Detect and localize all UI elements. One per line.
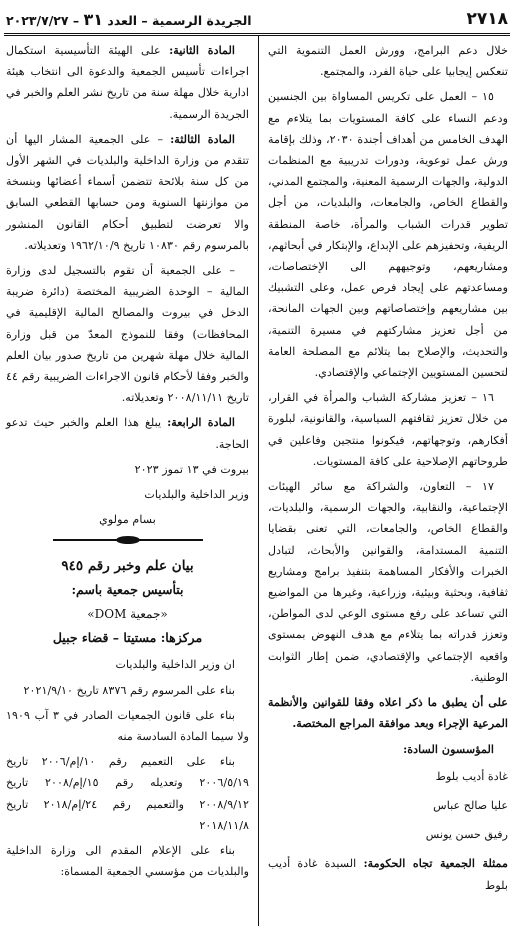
article-4 <box>6 412 249 454</box>
preamble-circulars: بناء على التعميم رقم ١٠/إم/٢٠٠٦ تاريخ ٢٠٠٦/٥/١٩ وتعديله رقم ١٥/إم/٢٠٠٨ تاريخ ٢٠٠٨/٩/١٢ والتعميم رقم ٢٤/إم/٢٠١٨ تاريخ ٢٠١٨/١١/٨ <box>6 755 249 832</box>
founders-list <box>268 766 508 846</box>
preamble-minister: ان وزير الداخلية والبلديات <box>115 658 235 672</box>
notice-title: بيان علم وخبر رقم ٩٤٥ <box>61 558 194 575</box>
representative-name: السيدة غادة أديب بلوط <box>268 857 508 892</box>
article-3-tax-registration: – على الجمعية أن تقوم بالتسجيل لدى وزارة المالية – الوحدة الضريبية المختصة (دائرة ضريبة الدخل في بيروت والمصالح المالية الإقليمية في المحافظات) وفقا للنموذج المعدّ من قبل وزارة المالية خلال مهلة شهرين من تاريخ صدور بيان العلم والخبر وفقا لأحكام قانون الاجراءات الضريبية رقم ٤٤ تاريخ ٢٠٠٨/١١/١١ وتعديلاته. <box>6 264 249 405</box>
founders-label: المؤسسون السادة: <box>403 741 494 756</box>
issue-number: ٣١ <box>83 9 104 29</box>
article-2-text: على الهيئة التأسيسية استكمال اجراءات تأسيس الجمعية والدعوة الى انتخاب هيئة ادارية خلال مهلة سنة من تاريخ نشر العلم والخبر في الجريدة الرسمية. <box>6 44 249 121</box>
page-number: ٢٧١٨ <box>466 9 508 29</box>
notice-subtitle: بتأسيس جمعية باسم: <box>71 582 184 598</box>
founder-name: رفيق حسن يونس <box>425 828 508 842</box>
preamble-notification: بناء على الإعلام المقدم الى وزارة الداخلية والبلديات من مؤسسي الجمعية المسماة: <box>6 844 249 879</box>
item-17: ١٧ – التعاون، والشراكة مع سائر الهيئات الإجتماعية، والنقابية، والجهات الرسمية، والبلديات، والقطاع الخاص، والجامعات، التي تعنى بقضايا التنمية المستدامة، والقوانين والأبحاث، لتبادل الخبرات والأفكار المساهمة بتنفيذ برامج ومشاريع ثقافية، وبحثية وبيئية، وزراعية، وغيرها من المواضيع التي تساعد على رفع مستوى الوعي لدى المواطن، وتعزز قدراته بما يتلاءم مع هدف النهوض بمستوى واقعيه الإجتماعي والإقتصادي، ضمن إطار الثوابت الوطنية. <box>268 480 508 684</box>
association-headquarters: مركزها: مستيتا – قضاء جبيل <box>52 630 203 646</box>
article-2-label: المادة الثانية: <box>169 43 235 57</box>
founder-name: غادة أديب بلوط <box>435 769 508 783</box>
item-15: ١٥ – العمل على تكريس المساواة بين الجنسين ودعم النساء على كافة المستويات بما يتلاءم مع الهدف الخامس من أهداف أجندة ٢٠٣٠، وذلك بإقامة ورش عمل توعوية، ودورات تدريبية مع المنظمات الدولية، والجهات الرسمية المعنية، والمجتمع المدني، والقطاع الخاص، والجامعات، والبلديات، من أجل تطوير قدرات الشباب والمرأة، خاصة المنطقة الريفية، وتحفيزهم على الإبداع، والإبتكار في أبحاثهم، ومشاريعهم، وتوجيههم الى الإختصاصات، ومساعدتهم على إيجاد فرص عمل، وعلى التشبيك بين مشاريعهم وإختصاصاتهم وبين الجهات المانحة، من أجل تعزيز مشاركتهم في مسيرة التنمية، والتحديث، والإصلاح بما يتلائم مع المصلحة العامة لتحسين المستويين الإجتماعي والإقتصادي. <box>268 90 509 380</box>
paragraph-intro: خلال دعم البرامج، وورش العمل التنموية التي تنعكس إيجابيا على حياة الفرد، والمجتمع. <box>268 44 508 79</box>
left-column <box>6 40 249 887</box>
gazette-title: الجريدة الرسمية – العدد <box>107 12 252 28</box>
government-representative <box>268 853 508 895</box>
gazette-issue-line <box>6 10 252 29</box>
founder-name: عليا صالح عباس <box>433 798 508 812</box>
preamble-decree: بناء على المرسوم رقم ٨٣٧٦ تاريخ ٢٠٢١/٩/١٠ <box>23 683 235 697</box>
signature-date: بيروت في ١٣ تموز ٢٠٢٣ <box>134 462 249 476</box>
article-3-text: – على الجمعية المشار اليها أن تتقدم من وزارة الداخلية والبلديات في الشهر الأول من كل سنة بلائحة تتضمن أسماء أعضائها وبنسخة من موازنتها السنوية ومن حسابها القطعي السابق والا تعرضت لتطبيق أحكام القانون المنشور بالمرسوم رقم ١٠٨٣٠ تاريخ ١٩٦٢/١٠/٩ وتعديلاته. <box>6 132 249 252</box>
header-rule <box>4 33 510 36</box>
article-3-label: المادة الثالثة: <box>170 131 235 146</box>
item-16: ١٦ – تعزيز مشاركة الشباب والمرأة في القرار، من خلال تعزيز ثقافتهم السياسية، والقانونية، لبلورة أفكارهم، وتوجهاتهم، فيكونوا منتجين وفاعلين في طروحاتهم الإصلاحية على كافة المستويات. <box>268 391 508 468</box>
section-divider <box>53 536 203 544</box>
preamble-associations-law: بناء على قانون الجمعيات الصادر في ٣ آب ١٩٠٩ ولا سيما المادة السادسة منه <box>6 708 249 744</box>
representative-label: ممثلة الجمعية تجاه الحكومة: <box>363 856 509 871</box>
issue-date: – ٢٠٢٣/٧/٢٧ <box>6 12 80 28</box>
article-4-text: يبلغ هذا العلم والخبر حيث تدعو الحاجة. <box>6 416 249 451</box>
compliance-clause: على أن يطبق ما ذكر اعلاه وفقا للقوانين والأنظمة المرعية الإجراء وبعد موافقة المراجع المختصة. <box>268 695 508 731</box>
minister-title: وزير الداخلية والبلديات <box>144 488 249 502</box>
article-4-label: المادة الرابعة: <box>167 415 235 430</box>
page-header <box>6 8 508 30</box>
minister-name: بسام مولوي <box>99 513 156 527</box>
article-2 <box>6 40 249 125</box>
right-column <box>268 40 508 900</box>
association-name: «جمعية DOM» <box>87 607 168 622</box>
article-3 <box>6 129 249 256</box>
column-divider <box>258 36 259 926</box>
